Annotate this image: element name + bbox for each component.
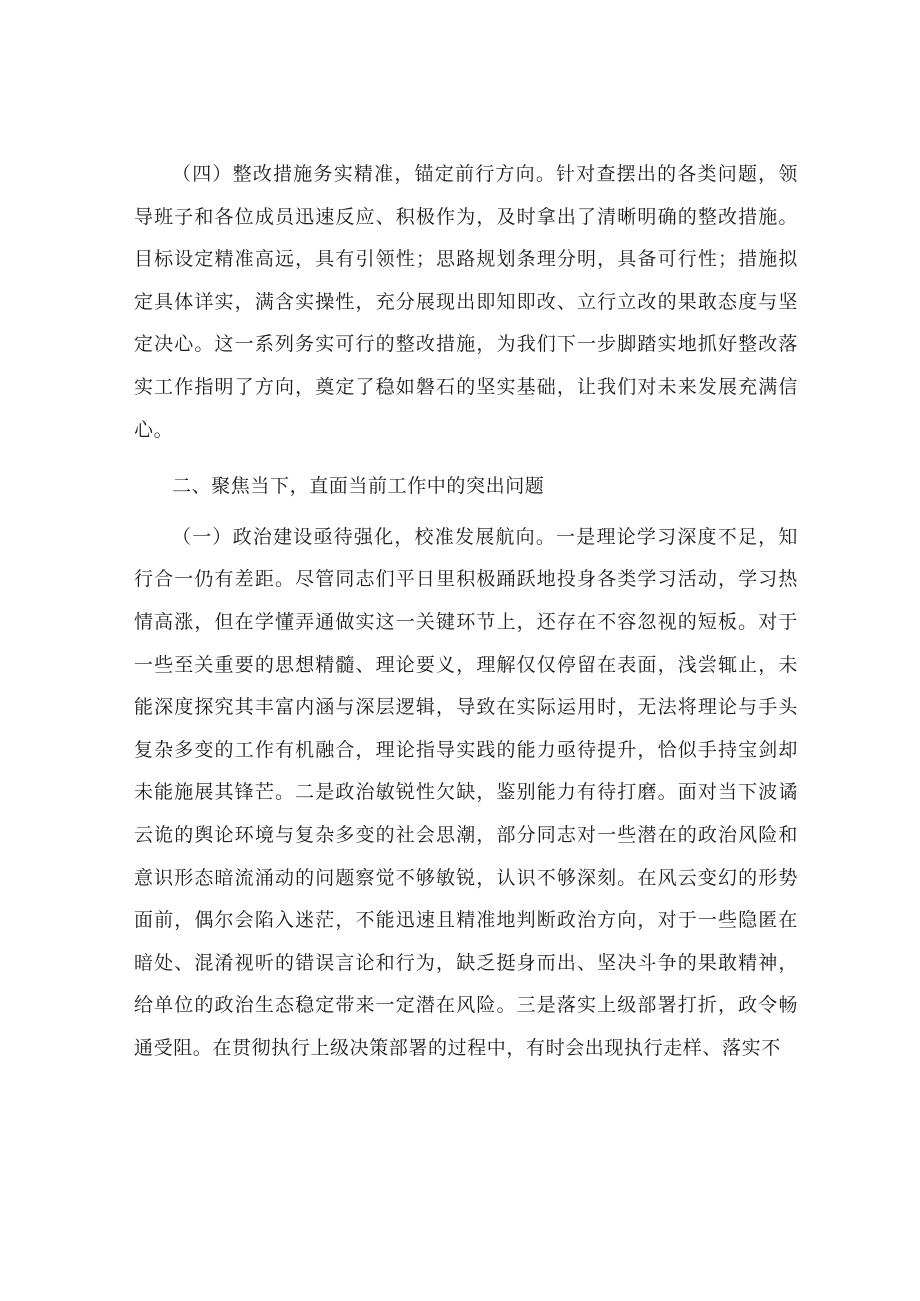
section-heading-focus-present: 二、聚焦当下，直面当前工作中的突出问题 — [172, 475, 545, 498]
paragraph-rectification-measures: （四）整改措施务实精准，锚定前行方向。针对查摆出的各类问题，领导班子和各位成员迅速反应、积极作为，及时拿出了清晰明确的整改措施。目标设定精准高远，具有引领性；思路规划条理分明，具备可行性；措施拟定具体详实，满含实操性，充分展现出即知即改、立行立改的果敢态度与坚定决心。这一系列务实可行的整改措施，为我们下一步脚踏实地抓好整改落实工作指明了方向，奠定了稳如磐石的坚实基础，让我们对未来发展充满信心。 — [134, 163, 798, 441]
document-body — [134, 153, 798, 1069]
paragraph-political-construction: （一）政治建设亟待强化，校准发展航向。一是理论学习深度不足，知行合一仍有差距。尽管同志们平日里积极踊跃地投身各类学习活动，学习热情高涨，但在学懂弄通做实这一关键环节上，还存在不容忽视的短板。对于一些至关重要的思想精髓、理论要义，理解仅仅停留在表面，浅尝辄止，未能深度探究其丰富内涵与深层逻辑，导致在实际运用时，无法将理论与手头复杂多变的工作有机融合，理论指导实践的能力亟待提升，恰似手持宝剑却未能施展其锋芒。二是政治敏锐性欠缺，鉴别能力有待打磨。面对当下波谲云诡的舆论环境与复杂多变的社会思潮，部分同志对一些潜在的政治风险和意识形态暗流涌动的问题察觉不够敏锐，认识不够深刻。在风云变幻的形势面前，偶尔会陷入迷茫，不能迅速且精准地判断政治方向，对于一些隐匿在暗处、混淆视听的错误言论和行为，缺乏挺身而出、坚决斗争的果敢精神，给单位的政治生态稳定带来一定潜在风险。三是落实上级部署打折，政令畅通受阻。在贯彻执行上级决策部署的过程中，有时会出现执行走样、落实不 — [134, 525, 798, 1059]
